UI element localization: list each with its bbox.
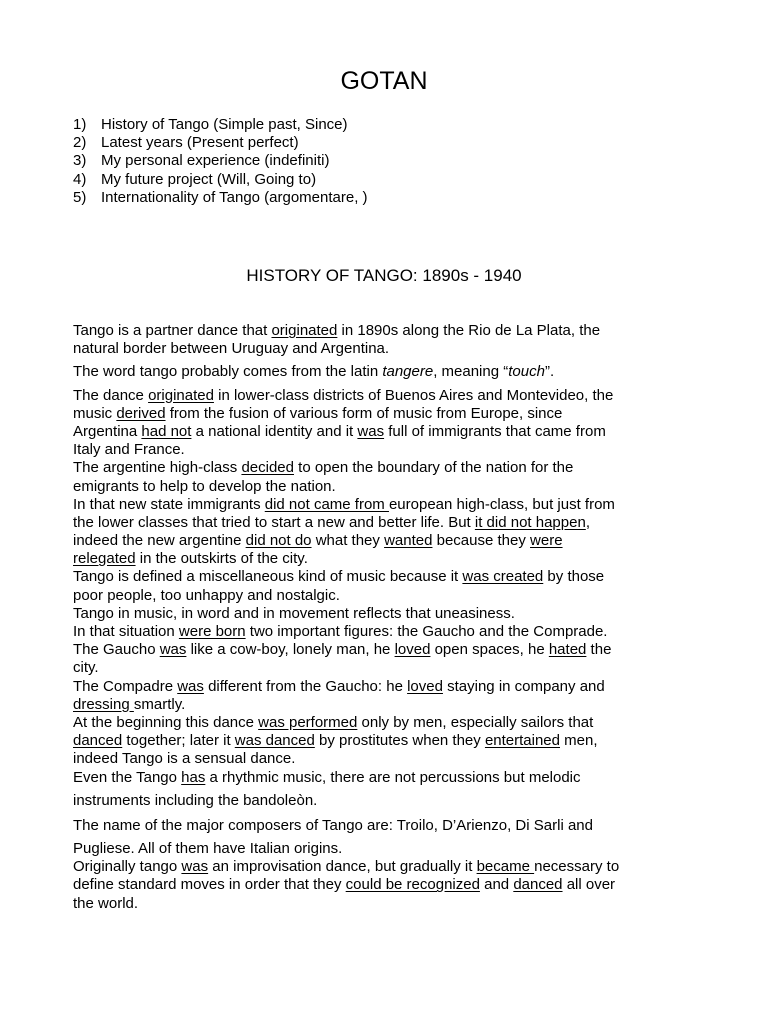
text-line <box>73 550 713 568</box>
text-run: necessary to <box>534 858 620 876</box>
underlined-verb: derived <box>116 404 166 422</box>
text-line <box>73 641 713 659</box>
text-line <box>73 587 713 605</box>
outline-item-text: History of Tango (Simple past, Since) <box>101 116 348 133</box>
outline-item-text: Internationality of Tango (argomentare, ) <box>101 188 368 206</box>
outline-item <box>73 171 368 189</box>
text-line <box>73 792 713 810</box>
text-run: Tango is a partner dance that <box>73 322 272 339</box>
text-run: ”. <box>544 363 555 381</box>
outline-item <box>73 152 368 170</box>
document-title: GOTAN <box>340 67 428 95</box>
text-run: Tango in music, in word and in movement reflects that uneasiness. <box>73 604 515 622</box>
text-line <box>73 876 713 894</box>
text-line <box>73 405 713 423</box>
text-run: instruments including the bandoleòn. <box>73 791 318 809</box>
underlined-verb: were <box>530 532 563 550</box>
outline-item-number: 1) <box>73 116 87 133</box>
text-line <box>73 496 713 514</box>
text-run: The Compadre <box>73 677 178 695</box>
text-run: from the fusion of various form of music from Europe, since <box>165 404 563 422</box>
body-text <box>73 322 713 913</box>
text-line <box>73 322 713 340</box>
text-run: Originally tango <box>73 858 182 876</box>
text-run: The Gaucho <box>73 641 160 659</box>
text-line <box>73 840 713 858</box>
outline-item-number: 2) <box>73 134 87 152</box>
text-line <box>73 459 713 477</box>
text-line <box>73 568 713 586</box>
text-run: indeed the new argentine <box>73 532 246 550</box>
text-run: in lower-class districts of Buenos Aires and Montevideo, the <box>213 386 614 404</box>
underlined-verb: became <box>476 858 535 876</box>
text-run: Argentina <box>73 422 142 440</box>
text-run: Tango is defined a miscellaneous kind of music because it <box>73 568 463 586</box>
outline-item-text: My future project (Will, Going to) <box>101 170 317 188</box>
text-run: together; later it <box>122 732 235 750</box>
text-line <box>73 514 713 532</box>
text-run: different from the Gaucho: he <box>203 677 408 695</box>
underlined-verb: was <box>159 641 187 659</box>
text-line <box>73 678 713 696</box>
underlined-verb: had not <box>141 422 192 440</box>
underlined-verb: entertained <box>484 732 560 750</box>
text-run: city. <box>73 659 99 677</box>
text-run: music <box>73 404 117 422</box>
underlined-verb: decided <box>241 459 294 477</box>
text-line <box>73 769 713 787</box>
text-line <box>73 478 713 496</box>
text-line <box>73 659 713 677</box>
text-line <box>73 696 713 714</box>
underlined-verb: did not do <box>245 532 312 550</box>
text-run: staying in company and <box>442 677 605 695</box>
text-run: all over <box>562 876 616 894</box>
underlined-verb: loved <box>394 641 431 659</box>
text-run: natural border between Uruguay and Argentina. <box>73 340 390 358</box>
underlined-verb: was <box>177 677 204 695</box>
underlined-verb: wanted <box>384 532 433 550</box>
text-run: in 1890s along the Rio de La Plata, the <box>337 322 601 339</box>
text-run: emigrants to help to develop the nation. <box>73 477 336 495</box>
underlined-verb: was created <box>462 568 544 586</box>
text-run: smartly. <box>133 695 186 713</box>
outline-item <box>73 134 368 152</box>
text-run: poor people, too unhappy and nostalgic. <box>73 586 340 604</box>
underlined-verb: danced <box>73 732 123 750</box>
underlined-verb: was performed <box>258 713 358 731</box>
underlined-verb: was <box>357 422 385 440</box>
outline-item-text: My personal experience (indefiniti) <box>101 152 330 170</box>
text-run: Italy and France. <box>73 441 185 459</box>
text-run: , meaning “ <box>433 363 509 381</box>
text-run: the world. <box>73 894 139 912</box>
text-run: only by men, especially sailors that <box>357 713 594 731</box>
text-line <box>73 895 713 913</box>
outline-item-number: 3) <box>73 152 87 170</box>
italic-term: touch <box>508 363 545 381</box>
text-run: by prostitutes when they <box>314 732 485 750</box>
underlined-verb: danced <box>513 876 563 894</box>
text-run: In that new state immigrants <box>73 495 265 513</box>
text-line <box>73 623 713 641</box>
text-line <box>73 750 713 768</box>
text-run: what they <box>311 532 385 550</box>
outline-item-text: Latest years (Present perfect) <box>101 134 299 152</box>
text-line <box>73 605 713 623</box>
underlined-verb: originated <box>271 322 338 339</box>
text-run: like a cow-boy, lonely man, he <box>186 641 395 659</box>
text-run: the <box>586 641 612 659</box>
underlined-verb: loved <box>407 677 443 695</box>
text-run: The dance <box>73 386 149 404</box>
underlined-verb: relegated <box>73 550 136 568</box>
underlined-verb: was <box>181 858 209 876</box>
text-run: Even the Tango <box>73 768 182 786</box>
text-line <box>73 441 713 459</box>
text-run: full of immigrants that came from <box>384 422 606 440</box>
italic-term: tangere <box>382 363 434 381</box>
underlined-verb: were born <box>178 623 246 640</box>
text-run: the lower classes that tried to start a new and better life. But <box>73 513 475 531</box>
text-run: define standard moves in order that they <box>73 876 346 894</box>
text-run: a rhythmic music, there are not percussions but melodic <box>205 768 581 786</box>
text-line <box>73 817 713 835</box>
outline-item-number: 4) <box>73 170 87 188</box>
underlined-verb: could be recognized <box>345 876 480 894</box>
text-line <box>73 532 713 550</box>
outline-list <box>73 116 368 207</box>
text-run: indeed Tango is a sensual dance. <box>73 750 296 768</box>
text-line <box>73 858 713 876</box>
text-run: At the beginning this dance <box>73 713 259 731</box>
text-line <box>73 340 713 358</box>
text-run: an improvisation dance, but gradually it <box>208 858 477 876</box>
text-line <box>73 423 713 441</box>
text-line <box>73 732 713 750</box>
underlined-verb: it did not happen <box>474 513 586 531</box>
underlined-verb: was danced <box>234 732 315 750</box>
text-run: to open the boundary of the nation for the <box>293 459 574 477</box>
text-run: european high-class, but just from <box>388 495 615 513</box>
text-run: Pugliese. All of them have Italian origins. <box>73 840 343 858</box>
text-line <box>73 363 713 381</box>
text-run: men, <box>560 732 598 750</box>
text-run: in the outskirts of the city. <box>135 550 308 568</box>
text-run: The argentine high-class <box>73 459 242 477</box>
section-title: HISTORY OF TANGO: 1890s - 1940 <box>246 266 522 285</box>
outline-item <box>73 116 368 134</box>
text-run: by those <box>543 568 605 586</box>
underlined-verb: hated <box>548 641 587 659</box>
text-run: two important figures: the Gaucho and the Comprade. <box>245 623 608 640</box>
text-run: , <box>585 513 590 531</box>
text-run: a national identity and it <box>191 422 358 440</box>
underlined-verb: has <box>181 768 206 786</box>
text-run: and <box>479 876 514 894</box>
underlined-verb: dressing <box>73 695 134 713</box>
underlined-verb: did not came from <box>264 495 389 513</box>
text-line <box>73 714 713 732</box>
text-run: because they <box>432 532 531 550</box>
outline-item <box>73 189 368 207</box>
text-run: The word tango probably comes from the latin <box>73 363 383 381</box>
text-run: The name of the major composers of Tango are: Troilo, D’Arienzo, Di Sarli and <box>73 816 593 834</box>
paragraph-spacer <box>73 810 713 817</box>
outline-item-number: 5) <box>73 188 87 206</box>
text-line <box>73 387 713 405</box>
text-run: In that situation <box>73 623 179 640</box>
underlined-verb: originated <box>148 386 214 404</box>
text-run: open spaces, he <box>430 641 549 659</box>
